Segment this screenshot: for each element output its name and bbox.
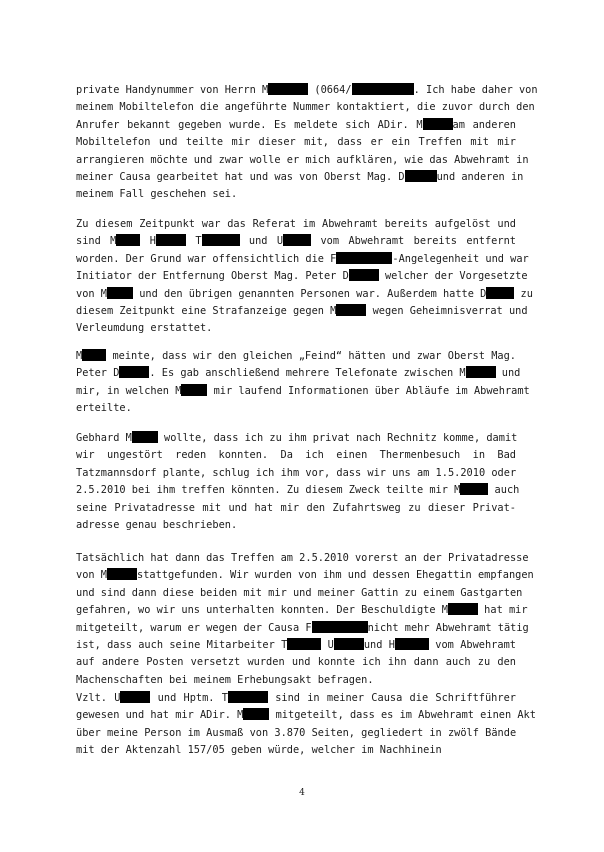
text-segment: und U [239,235,284,248]
text-segment: vom Abwehramt [428,638,516,651]
text-line [76,482,520,499]
text-segment: sind M [76,235,117,248]
text-segment: Peter D [76,367,120,380]
text-line [76,517,516,534]
text-segment: wegen Geheimnisverrat und [366,304,528,317]
redaction-bar [448,603,478,615]
text-segment: und sind dann diese beiden mit mir und meiner Gattin zu einem Gastgarten [76,586,523,599]
text-segment: auch [488,484,520,497]
text-segment: meinem Fall geschehen sei. [76,188,238,201]
redaction-bar [107,287,133,299]
redaction-bar [312,621,368,633]
text-segment: gewesen und hat mir ADir. M [76,709,244,722]
text-segment: 2.5.2010 bei ihm treffen könnten. Zu diesem Zweck teilte mir M [76,484,461,497]
text-segment: am anderen [452,118,516,131]
text-segment: Tatsächlich hat dann das Treffen am 2.5.2010 vorerst an der Privatadresse [76,552,529,564]
text-line [76,152,529,169]
text-segment: adresse genau beschrieben. [76,518,238,531]
text-segment: Anrufer bekannt gegeben wurde. Es meldete sich ADir. M [76,118,423,131]
text-segment: vom Abwehramt bereits entfernt [311,235,516,248]
text-segment: sind in meiner Causa die Schriftführer [267,692,516,704]
redaction-bar [132,431,158,443]
text-segment: . Ich habe daher von [413,84,538,96]
text-line [76,690,516,707]
redaction-bar [268,83,308,95]
text-segment: hat mir [477,604,528,617]
text-segment: Vzlt. U [76,692,121,704]
paragraph [76,348,530,418]
redaction-bar [156,234,186,246]
text-segment: meinem Mobiltelefon die angeführte Nummer kontaktiert, die zuvor durch den [76,101,535,114]
text-segment: Verleumdung erstattet. [76,322,213,335]
text-segment: meinte, dass wir den gleichen „Feind“ hätten und zwar Oberst Mag. [106,350,516,362]
redaction-bar [116,234,140,246]
text-line [76,602,528,619]
text-line [76,550,529,567]
paragraph [76,430,520,534]
redaction-bar [228,691,268,703]
text-segment: und H [363,638,395,651]
text-line [76,465,516,482]
text-line [76,99,535,116]
text-segment: erteilte. [76,402,132,415]
text-segment: Machenschaften bei meinem Erhebungsakt befragen. [76,673,374,686]
text-line [76,268,528,285]
text-line [76,348,516,365]
text-segment: T [185,235,202,248]
text-line [76,742,516,759]
text-line [76,233,516,250]
text-segment: und Hptm. T [150,692,228,704]
text-line [76,286,533,303]
paragraph [76,82,538,204]
text-line [76,400,516,417]
text-segment: H [140,235,156,248]
text-line [76,430,516,447]
text-segment: -Angelegenheit und war [392,252,529,265]
redaction-bar [486,287,514,299]
paragraph [76,550,534,689]
text-line [76,620,529,637]
text-line [76,567,534,584]
text-line [76,672,516,689]
text-segment: mit der Aktenzahl 157/05 geben würde, welcher im Nachhinein [76,744,442,757]
paragraph [76,216,533,338]
text-segment: ist, dass auch seine Mitarbeiter T [76,638,288,651]
page-number: 4 [299,788,305,798]
text-segment: Zu diesem Zeitpunkt war das Referat im Abwehramt bereits aufgelöst und [76,218,516,230]
text-line [76,251,529,268]
text-line [76,585,523,602]
text-segment: nicht mehr Abwehramt tätig [367,621,529,634]
redaction-bar [466,366,496,378]
text-segment: Gebhard M [76,432,132,444]
text-line [76,117,516,134]
text-segment: und den übrigen genannten Personen war. Außerdem hatte D [133,287,487,300]
text-segment: mitgeteilt, dass es im Abwehramt einen Akt [269,709,536,722]
redaction-bar [352,83,414,95]
redaction-bar [202,234,240,246]
redaction-bar [283,234,311,246]
text-segment: mitgeteilt, warum er wegen der Causa F [76,621,312,634]
text-segment: worden. Der Grund war offensichtlich die F [76,252,337,265]
text-segment: arrangieren möchte und zwar wolle er mich aufklären, wie das Abwehramt in [76,153,529,166]
text-segment: und anderen in [436,170,524,183]
text-segment: stattgefunden. Wir wurden von ihm und dessen Ehegattin empfangen [137,569,534,582]
redaction-bar [243,708,269,720]
text-segment: Mobiltelefon und teilte mir dieser mit, dass er ein Treffen mit mir [76,136,516,149]
text-segment: (0664/ [308,84,352,96]
redaction-bar [119,366,149,378]
text-line [76,707,536,724]
text-segment: mir, in welchen M [76,384,182,397]
text-line [76,383,530,400]
redaction-bar [334,638,364,650]
redaction-bar [460,483,488,495]
paragraph [76,690,536,760]
text-line [76,216,516,233]
text-line [76,365,521,382]
text-line [76,500,516,517]
text-segment: Initiator der Entfernung Oberst Mag. Peter D [76,270,349,283]
text-line [76,134,516,151]
text-segment: Tatzmannsdorf plante, schlug ich ihm vor, dass wir uns am 1.5.2010 oder [76,466,517,479]
text-segment: U [321,638,334,651]
text-line [76,186,516,203]
text-line [76,725,516,742]
text-segment: gefahren, wo wir uns unterhalten konnten. Der Beschuldigte M [76,604,448,617]
redaction-bar [349,269,379,281]
redaction-bar [336,252,392,264]
redaction-bar [405,170,437,182]
text-segment: und [495,367,521,380]
redaction-bar [423,118,453,130]
text-segment: seine Privatadresse mit und hat mir den Zufahrtsweg zu dieser Privat- [76,501,516,514]
text-segment: wir ungestört reden konnten. Da ich einen Thermenbesuch in Bad [76,449,516,462]
text-segment: M [76,350,83,362]
text-segment: welcher der Vorgesetzte [378,270,528,283]
redaction-bar [82,349,106,361]
redaction-bar [395,638,429,650]
text-line [76,169,524,186]
text-segment: auf andere Posten versetzt wurden und konnte ich ihn dann auch zu den [76,656,516,669]
text-line [76,447,516,464]
text-segment: wollte, dass ich zu ihm privat nach Rechnitz komme, damit [157,432,518,444]
redaction-bar [181,384,207,396]
text-segment: von M [76,569,107,582]
text-segment: zu [514,287,533,300]
text-segment: mir laufend Informationen über Abläufe im Abwehramt [207,384,530,397]
text-line [76,637,516,654]
redaction-bar [287,638,321,650]
redaction-bar [336,304,366,316]
text-line [76,320,516,337]
text-segment: diesem Zeitpunkt eine Strafanzeige gegen M [76,304,337,317]
text-line [76,654,516,671]
redaction-bar [120,691,150,703]
text-line [76,82,538,99]
text-segment: meiner Causa gearbeitet hat und was von Oberst Mag. D [76,170,405,183]
text-line [76,303,528,320]
redaction-bar [107,568,137,580]
text-segment: von M [76,287,107,300]
text-segment: über meine Person im Ausmaß von 3.870 Seiten, gegliedert in zwölf Bände [76,726,517,739]
text-segment: private Handynummer von Herrn M [76,84,269,96]
text-segment: . Es gab anschließend mehrere Telefonate zwischen M [149,367,466,380]
